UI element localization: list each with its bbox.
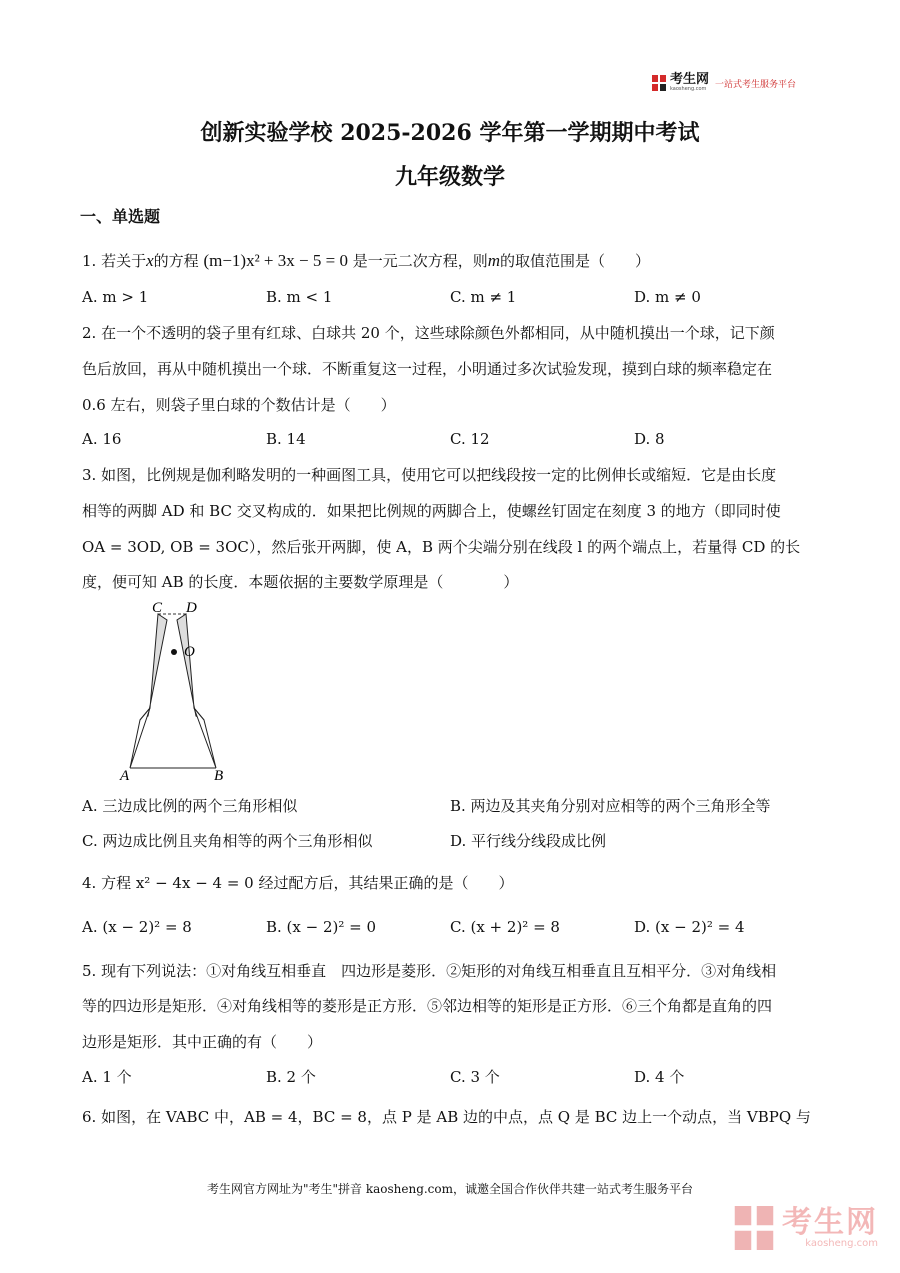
q1-option-d: D. m ≠ 0 — [634, 288, 701, 306]
logo-domain: kaosheng.com — [670, 86, 707, 92]
leg-ad-bar — [177, 614, 204, 720]
q2-line-3: 0.6 左右，则袋子里白球的个数估计是（ ） — [82, 396, 396, 414]
q1-text-3: 是一元二次方程，则 — [352, 252, 488, 270]
q5-line-3: 边形是矩形．其中正确的有（ ） — [82, 1033, 323, 1051]
q2-line-1: 2. 在一个不透明的袋子里有红球、白球共 20 个，这些球除颜色外都相同，从中随机摸出一个球，记下颜 — [82, 324, 775, 342]
exam-subtitle: 九年级数学 — [394, 164, 505, 190]
q3-option-c: C. 两边成比例且夹角相等的两个三角形相似 — [82, 832, 373, 850]
label-a: A — [120, 768, 130, 784]
q5-option-d: D. 4 个 — [634, 1068, 685, 1086]
leg-bc-tip — [130, 708, 150, 768]
header-logo — [652, 74, 796, 92]
q1-text-2: 的方程 — [153, 252, 199, 270]
q5-option-c: C. 3 个 — [450, 1068, 500, 1086]
leg-bc-bar — [140, 614, 167, 720]
section-heading: 一、单选题 — [80, 207, 161, 226]
pivot-o — [171, 649, 177, 655]
q2-line-2: 色后放回，再从中随机摸出一个球．不断重复这一过程，小明通过多次试验发现，摸到白球的频率稳定在 — [82, 360, 773, 378]
logo-slogan: 一站式考生服务平台 — [715, 79, 797, 90]
label-d: D — [186, 600, 197, 616]
label-o: O — [184, 644, 195, 660]
q4-line: 4. 方程 x² − 4x − 4 = 0 经过配方后，其结果正确的是（ ） — [82, 874, 514, 892]
q3-option-a: A. 三边成比例的两个三角形相似 — [82, 797, 298, 815]
leg-ad-tip — [194, 708, 216, 768]
page-footer: 考生网官方网址为"考生"拼音 kaosheng.com，诚邀全国合作伙伴共建一站式考生服务平台 — [206, 1182, 694, 1196]
q2-option-a: A. 16 — [82, 430, 122, 448]
proportional-compass-figure — [110, 596, 250, 786]
q1-option-b: B. m < 1 — [266, 288, 333, 306]
q2-option-d: D. 8 — [634, 430, 665, 448]
q1-var-x: x — [146, 251, 154, 270]
q1-equation: (m−1)x² + 3x − 5 = 0 — [203, 251, 348, 270]
q4-option-b: B. (x − 2)² = 0 — [266, 918, 377, 936]
q1-text-4: 的取值范围是（ ） — [500, 252, 651, 270]
q3-line-1: 3. 如图，比例规是伽利略发明的一种画图工具，使用它可以把线段按一定的比例伸长或缩短．它是由长度 — [82, 466, 777, 484]
q3-option-b: B. 两边及其夹角分别对应相等的两个三角形全等 — [450, 797, 771, 815]
q3-line-4: 度，便可知 AB 的长度．本题依据的主要数学原理是（ ） — [82, 573, 519, 591]
q6-line-1: 6. 如图，在 VABC 中，AB = 4，BC = 8，点 P 是 AB 边的中点，点 Q 是 BC 边上一个动点，当 VBPQ 与 — [82, 1108, 811, 1126]
q3-option-d: D. 平行线分线段成比例 — [450, 832, 607, 850]
q5-option-b: B. 2 个 — [266, 1068, 316, 1086]
watermark-domain: kaosheng.com — [805, 1237, 878, 1249]
watermark-name: 考生网 — [782, 1204, 878, 1240]
q5-line-2: 等的四边形是矩形．④对角线相等的菱形是正方形．⑤邻边相等的矩形是正方形．⑥三个角都是直角的四 — [82, 997, 773, 1015]
q3-line-3: OA = 3OD, OB = 3OC），然后张开两脚，使 A，B 两个尖端分别在线段 l 的两个端点上，若量得 CD 的长 — [82, 538, 801, 556]
q5-line-1: 5. 现有下列说法：①对角线互相垂直 四边形是菱形．②矩形的对角线互相垂直且互相平分．③对角线相 — [82, 962, 777, 980]
q1-var-m: m — [487, 251, 501, 270]
label-b: B — [214, 768, 224, 784]
q1-option-c: C. m ≠ 1 — [450, 288, 517, 306]
q2-option-b: B. 14 — [266, 430, 306, 448]
logo-name: 考生网 — [670, 72, 710, 87]
question-1 — [82, 250, 650, 271]
kaosheng-logo-icon — [652, 75, 666, 91]
q1-number: 1. — [82, 252, 97, 270]
q4-option-d: D. (x − 2)² = 4 — [634, 918, 745, 936]
q2-option-c: C. 12 — [450, 430, 490, 448]
watermark — [734, 1206, 878, 1250]
label-c: C — [152, 600, 163, 616]
exam-title: 创新实验学校 2025-2026 学年第一学期期中考试 — [200, 120, 700, 146]
q5-option-a: A. 1 个 — [82, 1068, 132, 1086]
q1-text-1: 若关于 — [101, 252, 147, 270]
watermark-logo-icon — [734, 1206, 774, 1250]
q4-option-c: C. (x + 2)² = 8 — [450, 918, 560, 936]
q4-option-a: A. (x − 2)² = 8 — [82, 918, 192, 936]
q1-option-a: A. m > 1 — [82, 288, 149, 306]
q3-line-2: 相等的两脚 AD 和 BC 交叉构成的．如果把比例规的两脚合上，使螺丝钉固定在刻度 3 的地方（即同时使 — [82, 502, 781, 520]
